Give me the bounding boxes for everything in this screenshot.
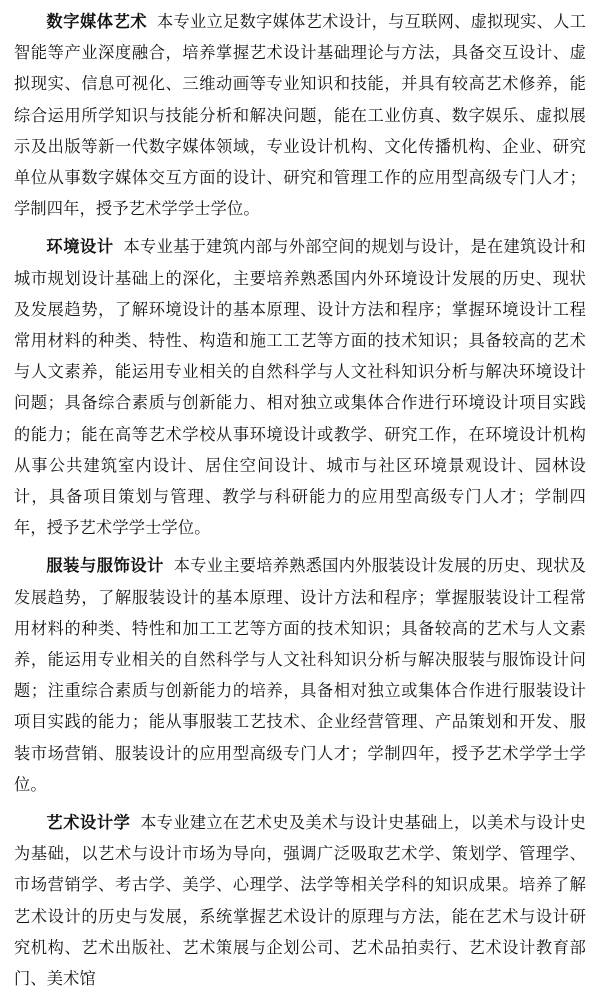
section-body-text: 本专业建立在艺术史及美术与设计史基础上，以美术与设计史为基础，以艺术与设计市场为导向，强调广泛吸取艺术学、策划学、管理学、市场营销学、考古学、美学、心理学、法学等相关学科的知识成果。培养了解艺术设计的历史与发展，系统掌握艺术设计的原理与方法，能在艺术与设计研究机构、艺术出版社、艺术策展与企划公司、艺术品拍卖行、艺术设计教育部门、美术馆 bbox=[14, 813, 586, 989]
section-environmental-design bbox=[14, 231, 586, 543]
section-body-text: 本专业立足数字媒体艺术设计，与互联网、虚拟现实、人工智能等产业深度融合，培养掌握艺术设计基础理论与方法，具备交互设计、虚拟现实、信息可视化、三维动画等专业知识和技能，并具有较高艺术修养，能综合运用所学知识与技能分析和解决问题，能在工业仿真、数字娱乐、虚拟展示及出版等新一代数字媒体领域，专业设计机构、文化传播机构、企业、研究单位从事数字媒体交互方面的设计、研究和管理工作的应用型高级专门人才；学制四年，授予艺术学学士学位。 bbox=[14, 12, 587, 219]
section-digital-media-art bbox=[14, 6, 586, 224]
section-body-text: 本专业基于建筑内部与外部空间的规划与设计，是在建筑设计和城市规划设计基础上的深化，主要培养熟悉国内外环境设计发展的历史、现状及发展趋势，了解环境设计的基本原理、设计方法和程序；掌握环境设计工程常用材料的种类、特性、构造和施工工艺等方面的技术知识；具备较高的艺术与人文素养，能运用专业相关的自然科学与人文社科知识分析与解决环境设计问题；具备综合素质与创新能力、相对独立或集体合作进行环境设计项目实践的能力；能在高等艺术学校从事环境设计或教学、研究工作，在环境设计机构从事公共建筑室内设计、居住空间设计、城市与社区环境景观设计、园林设计，具备项目策划与管理、教学与科研能力的应用型高级专门人才；学制四年，授予艺术学学士学位。 bbox=[14, 237, 587, 538]
section-heading: 艺术设计学 bbox=[46, 813, 131, 833]
section-heading: 服装与服饰设计 bbox=[46, 556, 164, 576]
section-body-text: 本专业主要培养熟悉国内外服装设计发展的历史、现状及发展趋势，了解服装设计的基本原理、设计方法和程序；掌握服装设计工程常用材料的种类、特性和加工工艺等方面的技术知识；具备较高的艺术与人文素养，能运用专业相关的自然科学与人文社科知识分析与解决服装与服饰设计问题；注重综合素质与创新能力的培养，具备相对独立或集体合作进行服装设计项目实践的能力；能从事服装工艺技术、企业经营管理、产品策划和开发、服装市场营销、服装设计的应用型高级专门人才；学制四年，授予艺术学学士学位。 bbox=[14, 556, 587, 794]
section-heading: 数字媒体艺术 bbox=[46, 12, 148, 31]
section-heading: 环境设计 bbox=[46, 237, 114, 257]
section-art-design-studies bbox=[14, 807, 586, 994]
section-fashion-design bbox=[14, 550, 586, 800]
